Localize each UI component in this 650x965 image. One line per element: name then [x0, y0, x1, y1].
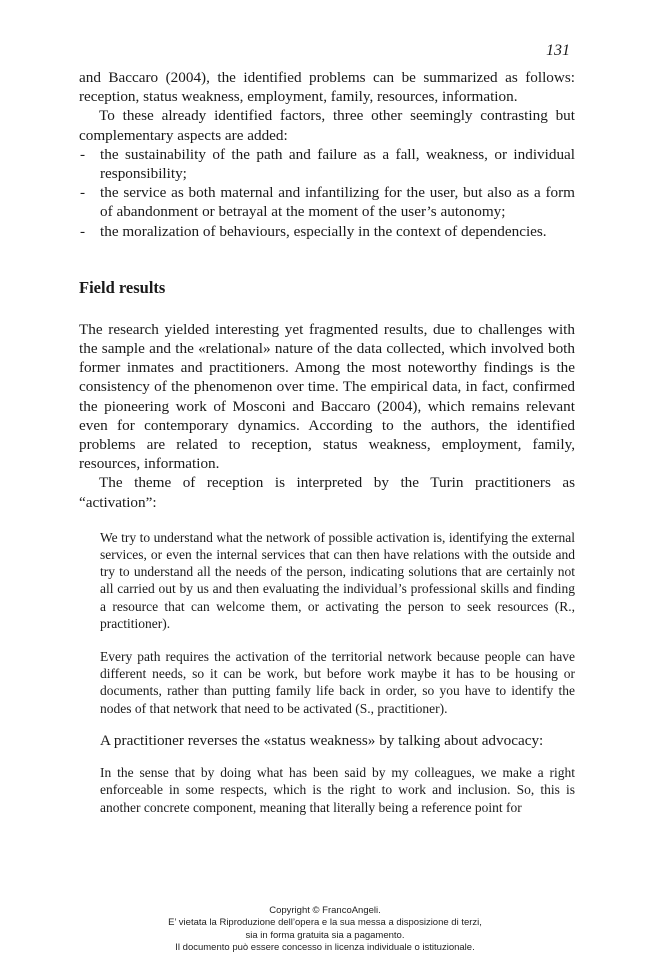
list-item	[79, 222, 575, 241]
list-item-text: the moralization of behaviours, especially in the context of dependencies.	[100, 222, 547, 240]
footer-line: Copyright © FrancoAngeli.	[269, 905, 381, 916]
block-quote: In the sense that by doing what has been said by my colleagues, we make a right enforceable in some respects, which is the right to work and inclusion. So, this is another concrete component, meaning that literally being a reference point for	[100, 765, 575, 815]
bullet-marker: -	[80, 145, 86, 163]
list-item	[79, 145, 575, 183]
page-number: 131	[546, 42, 570, 59]
list-item-text: the sustainability of the path and failure as a fall, weakness, or individual responsibility;	[100, 145, 575, 183]
intro-paragraph: and Baccaro (2004), the identified problems can be summarized as follows: reception, status weakness, employment, family, resources, information.	[79, 69, 575, 106]
reception-paragraph: The theme of reception is interpreted by the Turin practitioners as “activation”:	[79, 474, 575, 511]
footer-line: Il documento può essere concesso in licenza individuale o istituzionale.	[175, 942, 475, 954]
footer-line: sia in forma gratuita sia a pagamento.	[245, 929, 405, 941]
factors-paragraph: To these already identified factors, three other seemingly contrasting but complementary aspects are added:	[79, 107, 575, 144]
list-item-text: the service as both maternal and infantilizing for the user, but also as a form of abandonment or betrayal at the moment of the user’s autonomy;	[100, 184, 575, 221]
block-quote: Every path requires the activation of the territorial network because people can have different needs, so it can be work, but before work maybe it has to be housing or documents, rather than putting family life back in order, so you have to identify the nodes of that network that need to be activated (S., practitioner).	[100, 649, 575, 716]
bullet-marker: -	[80, 222, 86, 240]
advocacy-statement: A practitioner reverses the «status weakness» by talking about advocacy:	[100, 731, 544, 749]
page-body	[79, 68, 575, 816]
footer-line: E’ vietata la Riproduzione dell’opera e la sua messa a disposizione di terzi,	[168, 917, 482, 929]
section-heading: Field results	[79, 277, 166, 297]
aspects-list	[79, 145, 575, 241]
copyright-footer	[0, 905, 650, 955]
list-item	[79, 183, 575, 221]
bullet-marker: -	[80, 184, 86, 202]
block-quote: We try to understand what the network of possible activation is, identifying the external services, or even the internal services that can then have relations with the outside and try to understand all the needs of the person, indicating solutions that are certainly not all carried out by us and then evaluating the individual’s professional skills and finding a resource that can welcome them, or activating the person to seek resources (R., practitioner).	[100, 529, 575, 631]
research-paragraph: The research yielded interesting yet fragmented results, due to challenges with the sample and the «relational» nature of the data collected, which involved both former inmates and practitioners. Among the most noteworthy findings is the consistency of the phenomenon over time. The empirical data, in fact, confirmed the pioneering work of Mosconi and Baccaro (2004), which remains relevant even for contemporary dynamics. According to the authors, the identified problems are related to reception, status weakness, employment, family, resources, information.	[79, 320, 575, 473]
